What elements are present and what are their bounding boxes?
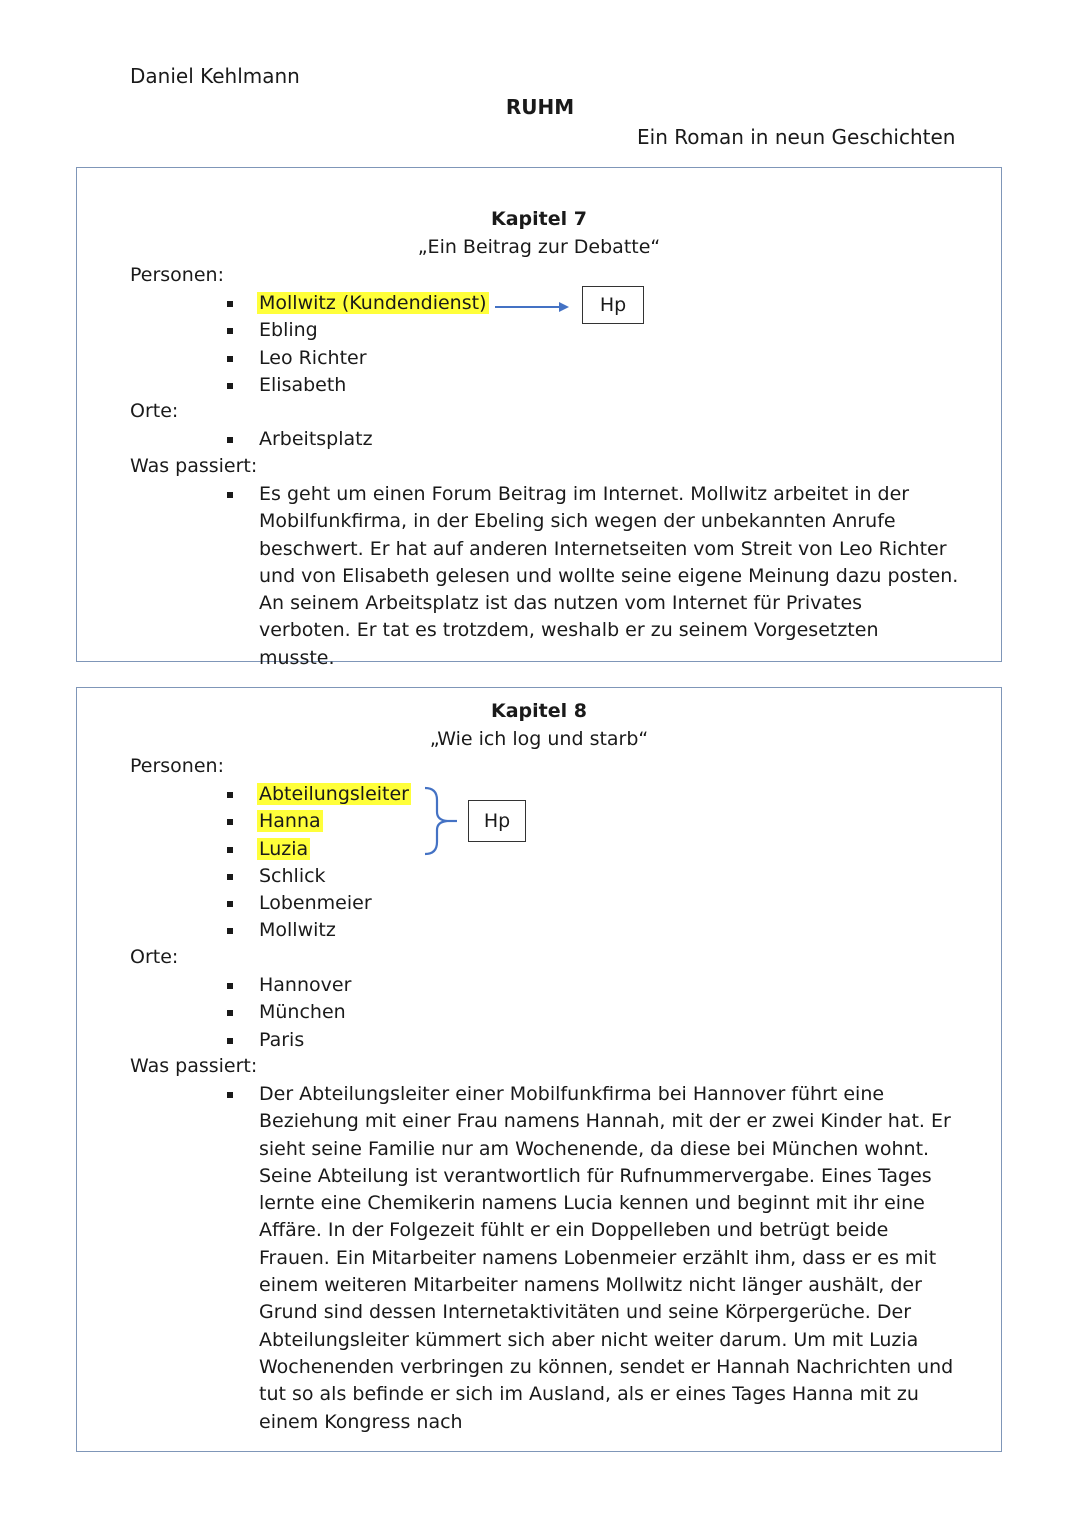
bullet-icon [227, 1092, 233, 1098]
bullet-icon [227, 792, 233, 798]
bullet-icon [227, 437, 233, 443]
chapter-7-box [76, 167, 1002, 669]
bullet-icon [227, 874, 233, 880]
list-item [225, 808, 411, 835]
orte-list [225, 972, 351, 1054]
list-item [225, 781, 411, 808]
bullet-icon [227, 328, 233, 334]
arrow-right-icon [493, 297, 573, 317]
bullet-icon [227, 847, 233, 853]
highlighted-name: Abteilungsleiter [259, 783, 409, 805]
bullet-icon [227, 383, 233, 389]
list-item [225, 863, 411, 890]
list-item [225, 290, 489, 317]
chapter-heading: Kapitel 7 [491, 208, 587, 230]
person-name: Leo Richter [259, 346, 367, 369]
chapter-heading: Kapitel 8 [491, 700, 587, 722]
bullet-icon [227, 356, 233, 362]
list-item [225, 426, 373, 453]
list-item [225, 372, 489, 399]
bullet-icon [227, 928, 233, 934]
person-name: Elisabeth [259, 373, 347, 396]
list-item [225, 999, 351, 1026]
personen-list [225, 781, 411, 945]
person-name: Ebling [259, 319, 318, 342]
list-item [225, 345, 489, 372]
book-title: RUHM [505, 95, 575, 119]
personen-label: Personen: [130, 264, 224, 286]
place-name: München [259, 1001, 346, 1024]
list-item [225, 917, 411, 944]
person-name: Lobenmeier [259, 892, 372, 915]
author-name: Daniel Kehlmann [130, 64, 300, 88]
list-item [225, 317, 489, 344]
hp-box: Hp [582, 286, 644, 324]
bullet-icon [227, 901, 233, 907]
orte-label: Orte: [130, 400, 179, 422]
place-name: Hannover [259, 974, 352, 996]
was-passiert-label: Was passiert: [130, 1055, 258, 1077]
hp-box: Hp [468, 800, 526, 842]
list-item [225, 972, 351, 999]
orte-list [225, 426, 373, 453]
person-name: Mollwitz [259, 919, 336, 942]
bullet-icon [227, 1010, 233, 1016]
chapter-subheading: „Ein Beitrag zur Debatte“ [417, 236, 661, 258]
was-passiert-label: Was passiert: [130, 455, 258, 477]
bullet-icon [227, 1038, 233, 1044]
list-item [225, 890, 411, 917]
bullet-icon [227, 819, 233, 825]
orte-label: Orte: [130, 946, 179, 968]
place-name: Arbeitsplatz [259, 428, 373, 450]
personen-label: Personen: [130, 755, 224, 777]
chapter-8-box [76, 687, 1002, 1452]
summary-text: Der Abteilungsleiter einer Mobilfunkfirma bei Hannover führt eine Beziehung mit einer Frau namens Hannah, mit der er zwei Kinder hat. Er sieht seine Familie nur am Wochenende, da diese bei München wohnt. Seine Abteilung ist verantwortlich für Rufnummervergabe. Eines Tages lernte eine Chemikerin namens Lucia kennen und beginnt mit ihr eine Affäre. In der Folgezeit fühlt er ein Doppelleben und betrügt beide Frauen. Ein Mitarbeiter namens Lobenmeier erzählt ihm, dass er es mit einem weiteren Mitarbeiter namens Mollwitz nicht länger aushält, der Grund sind dessen Internetaktivitäten und seine Körpergerüche. Der Abteilungsleiter kümmert sich aber nicht weiter darum. Um mit Luzia Wochenenden verbringen zu können, sendet er Hannah Nachrichten und tut so als befinde er sich im Ausland, als er eines Tages Hanna mit zu einem Kongress nach [259, 1083, 954, 1433]
highlighted-name: Hanna [259, 810, 321, 833]
chapter-subheading: „Wie ich log und starb“ [429, 728, 649, 750]
highlighted-name: Mollwitz (Kundendienst) [259, 292, 487, 314]
highlighted-name: Luzia [259, 837, 309, 860]
bullet-icon [227, 301, 233, 307]
book-subtitle: Ein Roman in neun Geschichten [637, 125, 956, 149]
list-item [225, 836, 411, 863]
list-item [225, 1027, 351, 1054]
person-name: Schlick [259, 864, 326, 887]
brace-icon [421, 786, 461, 856]
bullet-icon [227, 983, 233, 989]
place-name: Paris [259, 1028, 305, 1051]
bullet-icon [227, 492, 233, 498]
personen-list [225, 290, 489, 399]
summary-text: Es geht um einen Forum Beitrag im Internet. Mollwitz arbeitet in der Mobilfunkfirma, in der Ebeling sich wegen der unbekannten Anrufe beschwert. Er hat auf anderen Internetseiten vom Streit von Leo Richter und von Elisabeth gelesen und wollte seine eigene Meinung dazu posten. An seinem Arbeitsplatz ist das nutzen vom Internet für Privates verboten. Er tat es trotzdem, weshalb er zu seinem Vorgesetzten musste. [259, 483, 959, 669]
